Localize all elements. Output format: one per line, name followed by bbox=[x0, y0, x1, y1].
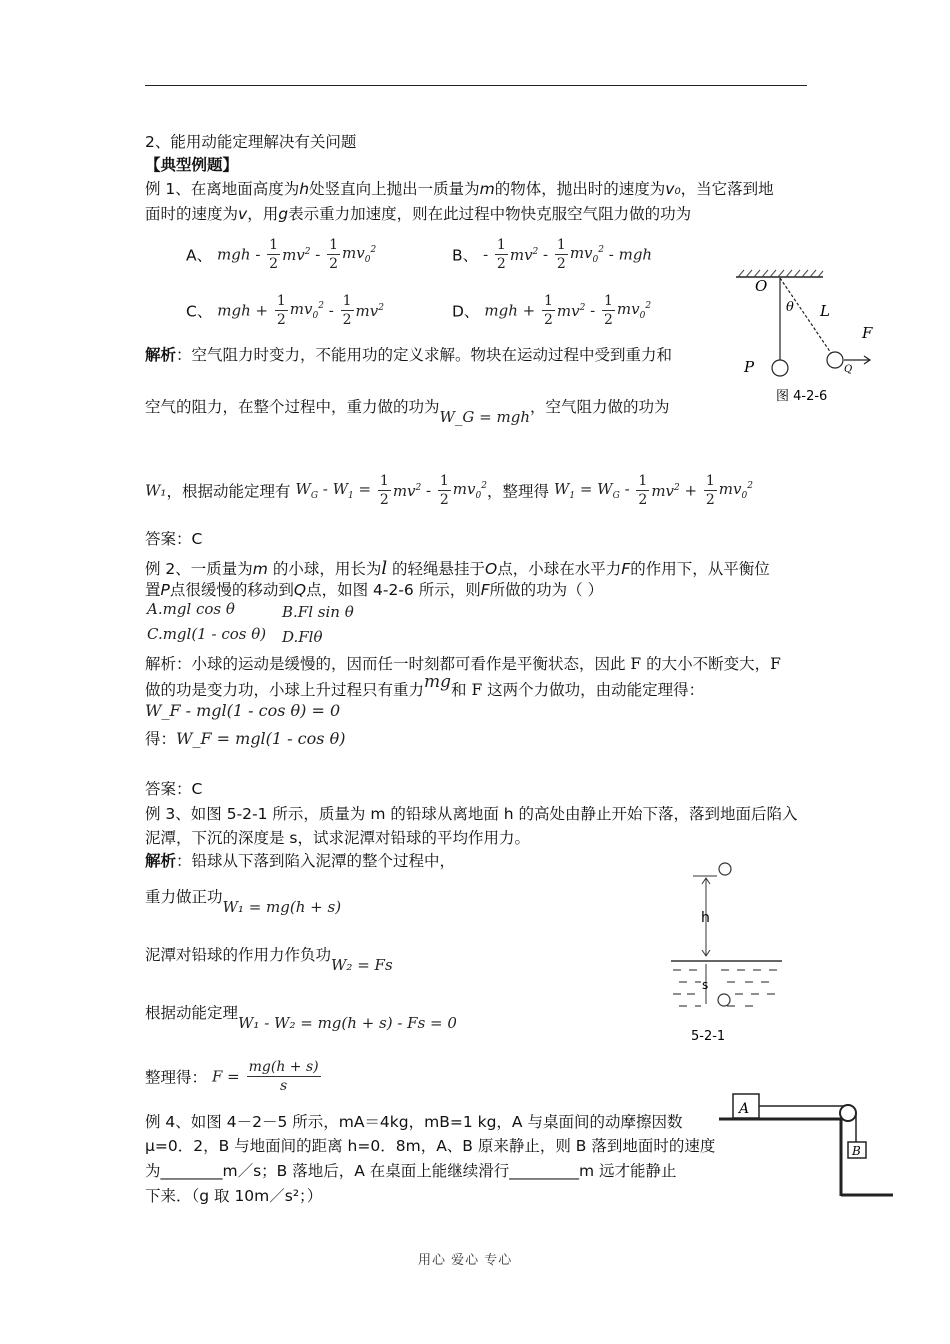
ex1-option-a: A、 mgh - $\frac{1}{2}$ $mv^2$ - $\frac{1}{2}$ $mv_0^2$ bbox=[186, 237, 377, 272]
pulley bbox=[840, 1105, 856, 1121]
section-title: 2、能用动能定理解决有关问题 bbox=[145, 133, 357, 151]
ex2-line1: 例 2、一质量为m 的小球，用长为l 的轻绳悬挂于O点，小球在水平力F的作用下，从平衡位 bbox=[145, 558, 770, 579]
ex2-analysis-line2: 做的功是变力功，小球上升过程只有重力mg和 F 这两个力做功，由动能定理得： bbox=[145, 672, 705, 699]
ex2-line2: 置P点很缓慢的移动到Q点，如图 4-2-6 所示，则F所做的功为（ ） bbox=[145, 581, 604, 599]
label-h: h bbox=[701, 910, 710, 926]
ceiling-hatch bbox=[738, 270, 823, 277]
label-l: L bbox=[820, 302, 830, 320]
ball-top bbox=[719, 863, 731, 875]
ex2-option-b: B.Fl sin θ bbox=[282, 603, 354, 621]
figure-caption: 5-2-1 bbox=[691, 1029, 726, 1044]
label-p: P bbox=[744, 358, 755, 376]
ex3-step1: 重力做正功W₁ = mg(h + s) bbox=[145, 888, 342, 916]
ex1-option-c: C、 mgh + $\frac{1}{2}$ $mv_0^2$ - $\frac{1}{2}$ $mv^2$ bbox=[186, 293, 384, 328]
ex3-line1: 例 3、如图 5-2-1 所示，质量为 m 的铅球从离地面 h 的高处由静止开始下落，落到地面后陷入 bbox=[145, 805, 798, 823]
typical-examples-heading: 【典型例题】 bbox=[145, 156, 239, 174]
ball-q bbox=[827, 352, 843, 368]
ex3-line2: 泥潭，下沉的深度是 s，试求泥潭对铅球的平均作用力。 bbox=[145, 829, 531, 847]
ball-bottom bbox=[718, 994, 730, 1006]
ex1-answer: 答案：C bbox=[145, 530, 203, 548]
ex1-analysis-line1: 解析：空气阻力时变力，不能用功的定义求解。物块在运动过程中受到重力和 bbox=[145, 345, 673, 364]
ex1-line2: 面时的速度为v，用g表示重力加速度，则在此过程中物快克服空气阻力做的功为 bbox=[145, 205, 692, 223]
ex4-line4: 下来．（g 取 10m／s²；） bbox=[145, 1187, 323, 1205]
label-b: B bbox=[852, 1144, 861, 1158]
figure-5-2-1 bbox=[665, 858, 795, 1048]
ex1-option-d: D、 mgh + $\frac{1}{2}$ $mv^2$ - $\frac{1}{2}$ $mv_0^2$ bbox=[452, 293, 652, 328]
ex2-option-c: C.mgl(1 - cos θ) bbox=[147, 625, 267, 643]
header-rule bbox=[145, 85, 807, 86]
ex2-equation-1: W_F - mgl(1 - cos θ) = 0 bbox=[145, 701, 341, 720]
ex2-option-a: A.mgl cos θ bbox=[147, 600, 235, 618]
ex3-analysis-line1: 解析：铅球从下落到陷入泥潭的整个过程中， bbox=[145, 851, 456, 870]
ex2-analysis-line1: 解析：小球的运动是缓慢的，因而任一时刻都可看作是平衡状态，因此 F 的大小不断变大，F bbox=[145, 655, 781, 673]
label-a: A bbox=[739, 1101, 750, 1117]
label-o: O bbox=[755, 277, 768, 295]
ex2-option-d: D.Flθ bbox=[282, 628, 323, 646]
figure-4-2-6 bbox=[728, 268, 888, 408]
figure-caption: 图 4-2-6 bbox=[776, 389, 828, 404]
ex1-analysis-line3: W₁，根据动能定理有 $W_G - W_1$ = $\frac{1}{2}$ $mv^2$ - $\frac{1}{2}$ $mv_0^2$，整理得 $W_1 = W_G$ - $\frac{1}{2}$ $mv^2$ + $\frac{1}{2}$ $mv_0^2$ bbox=[145, 473, 753, 508]
ex1-line1: 例 1、在离地面高度为h处竖直向上抛出一质量为m的物体，抛出时的速度为v₀，当它落到地 bbox=[145, 180, 774, 198]
ex4-line1: 例 4、如图 4－2－5 所示，mA＝4kg，mB=1 kg，A 与桌面间的动摩擦因数 bbox=[145, 1113, 683, 1131]
page-footer: 用心 爱心 专心 bbox=[418, 1253, 513, 1268]
label-theta: θ bbox=[786, 300, 794, 315]
label-s: s bbox=[702, 978, 709, 992]
ball-p bbox=[772, 360, 788, 376]
ex1-analysis-line2: 空气的阻力，在整个过程中，重力做的功为W_G = mgh，空气阻力做的功为 bbox=[145, 398, 670, 426]
ex3-step3: 根据动能定理W₁ - W₂ = mg(h + s) - Fs = 0 bbox=[145, 1004, 457, 1032]
figure-4-2-5 bbox=[715, 1088, 895, 1200]
ex3-step2: 泥潭对铅球的作用力作负功W₂ = Fs bbox=[145, 946, 393, 974]
ex2-answer: 答案：C bbox=[145, 780, 203, 798]
ex4-line3: 为________m／s；B 落地后，A 在桌面上能继续滑行_________m 远才能静止 bbox=[145, 1162, 677, 1180]
ex2-equation-2: 得：W_F = mgl(1 - cos θ) bbox=[145, 729, 346, 748]
ex3-step4: 整理得： F = $\frac{mg(h + s)}{s}$ bbox=[145, 1059, 319, 1094]
label-q: Q bbox=[844, 364, 853, 375]
ex1-option-b: B、 - $\frac{1}{2}$ $mv^2$ - $\frac{1}{2}$ $mv_0^2$ - mgh bbox=[452, 237, 653, 272]
label-f: F bbox=[862, 324, 873, 342]
ex4-line2: μ=0．2，B 与地面间的距离 h=0．8m，A、B 原来静止，则 B 落到地面时的速度 bbox=[145, 1137, 716, 1155]
